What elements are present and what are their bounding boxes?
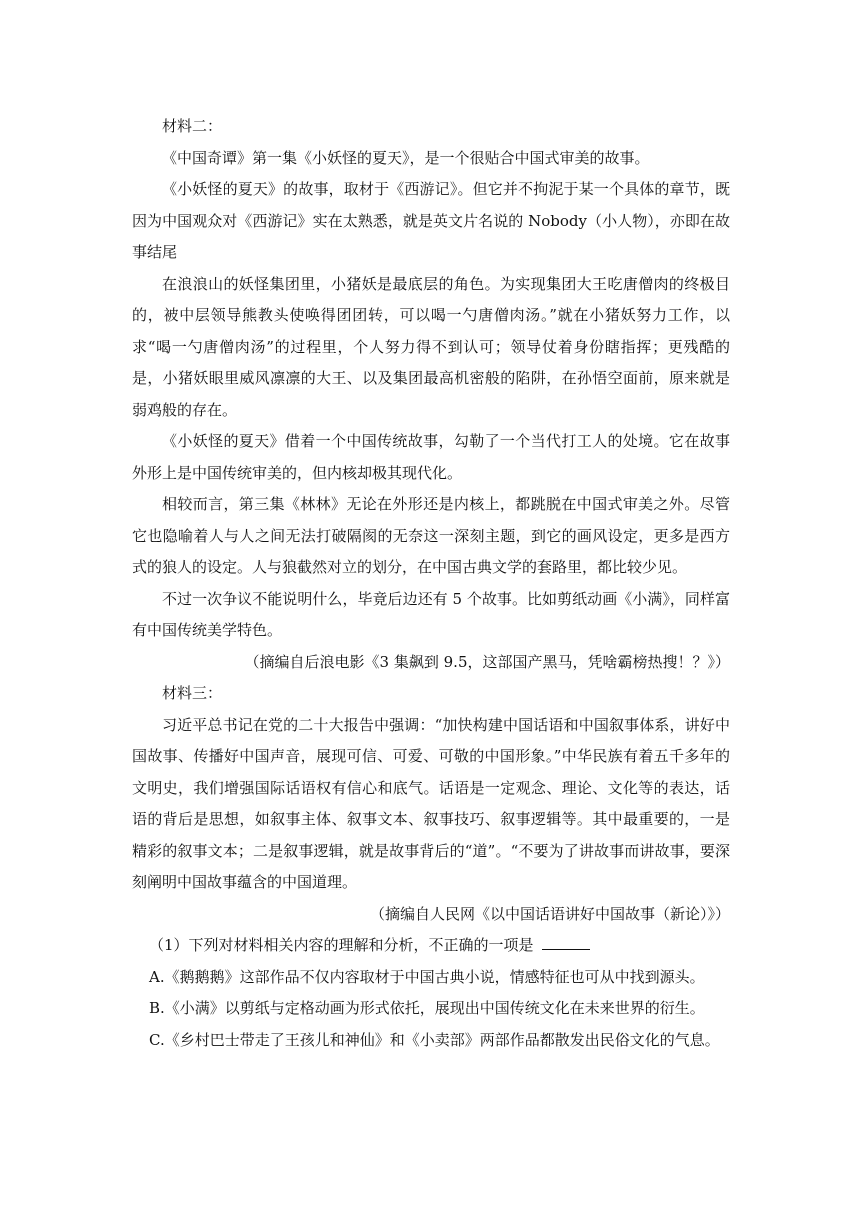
source-citation: （摘编自后浪电影《3 集飙到 9.5，这部国产黑马，凭啥霸榜热搜！？》） [244,652,730,671]
material-2-label: 材料二： [162,117,223,135]
paragraph: 在浪浪山的妖怪集团里，小猪妖是最底层的角色。为实现集团大王吃唐僧肉的终极目的，被中层领导熊教头使唤得团团转，可以喝一勺唐僧肉汤。”就在小猪妖努力工作，以求“喝一勺唐僧肉汤”的过程里，个人努力得不到认可；领导仗着身份瞎指挥；更残酷的是，小猪妖眼里威风凛凛的大王、以及集团最高机密般的陷阱，在孙悟空面前，原来就是弱鸡般的存在。 [132,274,730,419]
option-c[interactable]: C.《乡村巴士带走了王孩儿和神仙》和《小卖部》两部作品都散发出民俗文化的气息。 [149,1030,720,1049]
document-body [132,111,730,1056]
question-stem [132,930,730,962]
question-text: （1）下列对材料相关内容的理解和分析，不正确的一项是 [149,936,534,954]
paragraph: 《中国奇谭》第一集《小妖怪的夏天》，是一个很贴合中国式审美的故事。 [162,148,650,167]
material-3-label: 材料三： [162,684,223,702]
paragraph: 《小妖怪的夏天》借着一个中国传统故事，勾勒了一个当代打工人的处境。它在故事外形上是中国传统审美的，但内核却极其现代化。 [132,432,730,482]
paragraph: 《小妖怪的夏天》的故事，取材于《西游记》。但它并不拘泥于某一个具体的章节，既因为中国观众对《西游记》实在太熟悉，就是英文片名说的 Nobody（小人物），亦即在故事结尾 [132,180,730,261]
answer-blank[interactable] [542,933,590,950]
option-a[interactable]: A.《鹅鹅鹅》这部作品不仅内容取材于中国古典小说，情感特征也可从中找到源头。 [149,967,705,986]
paragraph: 相较而言，第三集《林林》无论在外形还是内核上，都跳脱在中国式审美之外。尽管它也隐喻着人与人之间无法打破隔阂的无奈这一深刻主题，到它的画风设定，更多是西方式的狼人的设定。人与狼截然对立的划分，在中国古典文学的套路里，都比较少见。 [132,495,730,576]
option-b[interactable]: B.《小满》以剪纸与定格动画为形式依托，展现出中国传统文化在未来世界的衍生。 [149,999,705,1017]
paragraph: 习近平总书记在党的二十大报告中强调：“加快构建中国话语和中国叙事体系，讲好中国故事、传播好中国声音，展现可信、可爱、可敬的中国形象。”中华民族有着五千多年的文明史，我们增强国际话语权有信心和底气。话语是一定观念、理论、文化等的表达，话语的背后是思想，如叙事主体、叙事文本、叙事技巧、叙事逻辑等。其中最重要的，一是精彩的叙事文本；二是叙事逻辑，就是故事背后的“道”。“不要为了讲故事而讲故事，要深刻阐明中国故事蕴含的中国道理。 [132,715,730,891]
paragraph: 不过一次争议不能说明什么，毕竟后边还有 5 个故事。比如剪纸动画《小满》，同样富有中国传统美学特色。 [132,589,730,639]
source-citation: （摘编自人民网《以中国话语讲好中国故事（新论）》） [369,904,730,923]
